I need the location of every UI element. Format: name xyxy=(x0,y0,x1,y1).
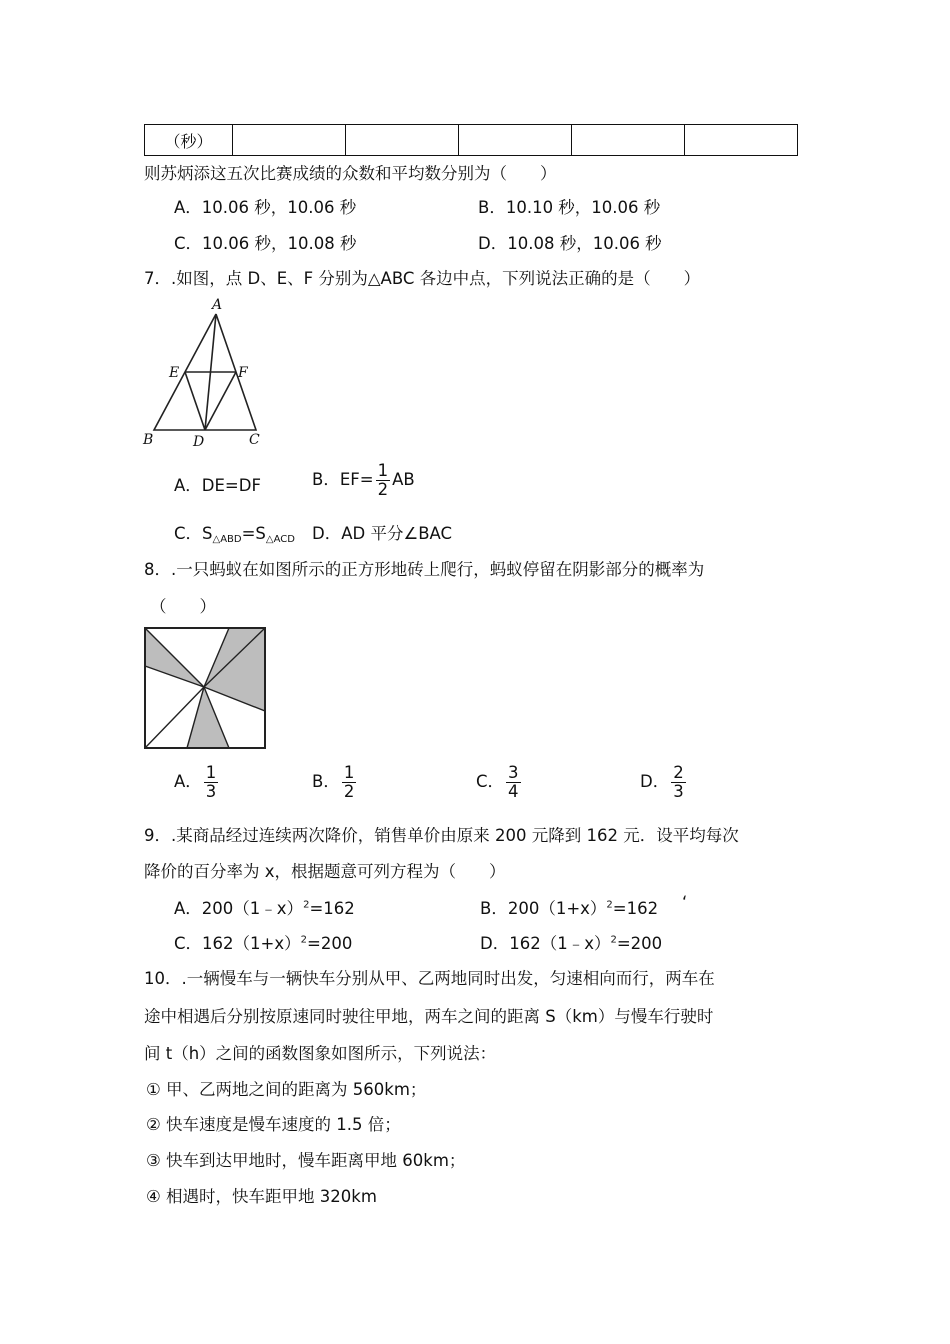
fraction xyxy=(671,764,686,801)
q10-line-3: 间 t（h）之间的函数图象如图所示，下列说法： xyxy=(144,1044,497,1063)
label-f: F xyxy=(238,365,248,381)
superscript: 2 xyxy=(303,899,310,911)
fraction-numerator: 1 xyxy=(343,763,355,782)
q7-stem: 7．.如图，点 D、E、F 分别为△ABC 各边中点，下列说法正确的是（ ） xyxy=(144,269,701,288)
fraction xyxy=(342,764,357,801)
square-tile-figure xyxy=(143,626,267,750)
q7-option-b xyxy=(312,462,415,499)
q9-line-1: 9．.某商品经过连续两次降价，销售单价由原来 200 元降到 162 元．设平均每次 xyxy=(144,826,739,845)
option-label: D． xyxy=(480,934,510,953)
subscript: △ACD xyxy=(265,534,295,545)
option-label: D． xyxy=(478,234,508,253)
option-label: C． xyxy=(476,772,505,791)
q7-option-a: A．DE=DF xyxy=(174,476,261,495)
option-label: A． xyxy=(174,198,202,217)
superscript: 2 xyxy=(610,934,617,946)
subscript: △ABD xyxy=(212,534,242,545)
label-b: B xyxy=(143,432,154,448)
table-cell xyxy=(459,125,572,156)
fraction xyxy=(204,764,219,801)
option-label: C． xyxy=(174,934,203,953)
fraction-numerator: 1 xyxy=(205,763,217,782)
q10-statement-1: ① 甲、乙两地之间的距离为 560km； xyxy=(146,1080,427,1099)
q9-option-d xyxy=(480,930,662,954)
option-text: 10.06 秒，10.08 秒 xyxy=(202,234,357,253)
q10-line-2: 途中相遇后分别按原速同时驶往甲地，两车之间的距离 S（km）与慢车行驶时 xyxy=(144,1007,714,1026)
q9-line-2: 降价的百分率为 x，根据题意可列方程为（ ） xyxy=(144,862,506,881)
q8-option-c xyxy=(476,764,523,801)
segment-ed xyxy=(185,372,205,430)
option-text: =S xyxy=(241,524,266,543)
fraction-denominator: 3 xyxy=(673,782,684,801)
q6-option-c xyxy=(174,230,357,254)
fraction-numerator: 3 xyxy=(508,763,519,782)
option-label: D． xyxy=(640,772,670,791)
score-table xyxy=(144,124,798,156)
q8-option-b xyxy=(312,764,358,801)
table-cell xyxy=(233,125,346,156)
label-e: E xyxy=(169,365,180,381)
q7-option-c xyxy=(174,520,295,545)
option-text: B．EF= xyxy=(312,470,374,489)
q10-statement-2: ② 快车速度是慢车速度的 1.5 倍； xyxy=(146,1115,401,1134)
fraction-denominator: 2 xyxy=(343,782,355,801)
fraction-denominator: 4 xyxy=(508,782,519,801)
q7-option-d: D．AD 平分∠BAC xyxy=(312,524,453,543)
fraction-numerator: 2 xyxy=(673,763,684,782)
option-label: C． xyxy=(174,524,203,543)
table-row xyxy=(145,125,798,156)
q10-statement-3: ③ 快车到达甲地时，慢车距离甲地 60km； xyxy=(146,1151,466,1170)
option-label: B． xyxy=(480,899,508,918)
label-a: A xyxy=(212,297,223,313)
table-cell xyxy=(346,125,459,156)
triangle-figure xyxy=(140,295,270,450)
option-text: =200 xyxy=(307,934,353,953)
table-cell-unit: （秒） xyxy=(145,125,233,156)
q9-option-c xyxy=(174,930,352,954)
table-cell xyxy=(685,125,798,156)
label-d: D xyxy=(193,434,205,450)
q10-line-1: 10．.一辆慢车与一辆快车分别从甲、乙两地同时出发，匀速相向而行，两车在 xyxy=(144,969,715,988)
q6-option-d xyxy=(478,230,662,254)
option-text: 10.10 秒，10.06 秒 xyxy=(505,198,661,217)
q6-option-b xyxy=(478,194,660,218)
option-text: =162 xyxy=(612,899,659,918)
q10-statement-4: ④ 相遇时，快车距甲地 320km xyxy=(146,1187,377,1206)
option-text: AB xyxy=(392,470,415,489)
option-label: B． xyxy=(312,772,340,791)
option-text: =162 xyxy=(309,899,355,918)
fraction xyxy=(506,764,521,801)
q8-option-a xyxy=(174,764,220,801)
q9-option-b xyxy=(480,895,658,919)
option-text: 10.06 秒，10.06 秒 xyxy=(201,198,357,217)
q8-option-d xyxy=(640,764,688,801)
fraction-denominator: 2 xyxy=(377,480,389,499)
option-text: 162（1+x） xyxy=(202,934,301,953)
option-text: S xyxy=(202,524,213,543)
superscript: 2 xyxy=(606,899,613,911)
stray-mark: ‘ xyxy=(682,893,688,912)
q8-stem: 8．.一只蚂蚁在如图所示的正方形地砖上爬行，蚂蚁停留在阴影部分的概率为 xyxy=(144,560,705,579)
fraction-denominator: 3 xyxy=(205,782,217,801)
fraction xyxy=(376,462,391,499)
option-text: 162（1﹣x） xyxy=(509,934,611,953)
table-cell xyxy=(572,125,685,156)
q9-option-a xyxy=(174,895,355,919)
option-label: B． xyxy=(478,198,506,217)
option-label: C． xyxy=(174,234,203,253)
q6-stem: 则苏炳添这五次比赛成绩的众数和平均数分别为（ ） xyxy=(144,164,557,183)
q8-paren: （ ） xyxy=(150,597,216,616)
option-text: =200 xyxy=(616,934,663,953)
option-text: 200（1+x） xyxy=(507,899,607,918)
option-text: 10.08 秒，10.06 秒 xyxy=(507,234,662,253)
option-text: 200（1﹣x） xyxy=(201,899,304,918)
superscript: 2 xyxy=(300,934,307,946)
fraction-numerator: 1 xyxy=(377,461,389,480)
q6-option-a xyxy=(174,194,356,218)
option-label: A． xyxy=(174,899,202,918)
label-c: C xyxy=(249,432,260,448)
option-label: A． xyxy=(174,772,202,791)
